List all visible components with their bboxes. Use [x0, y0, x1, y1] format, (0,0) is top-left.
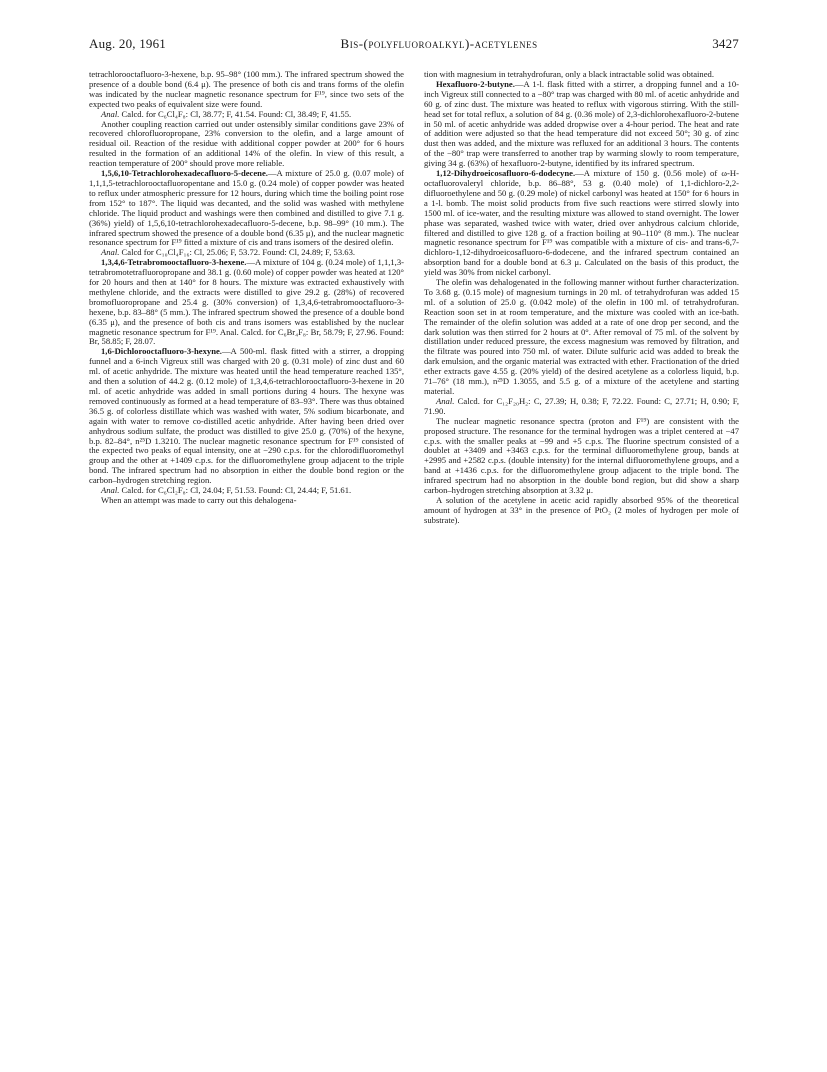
continued-paragraph [89, 70, 404, 110]
analysis-values: Calcd. for C₆Cl₂F₈: Cl, 24.04; F, 51.53. Found: Cl, 24.44; F, 51.61. [119, 485, 352, 496]
paragraph-text: The olefin was dehalogenated in the following manner without further characterization. To 3.68 g. (0.15 mole) of magnesium turnings in 20 ml. of tetrahydrofuran was added 15 ml. of a solution of 25.0 g. (0.042 mole) of the olefin in 100 ml. of tetrahydrofuran. Reaction soon set in at room temperature, and the mixture was cooled with an ice-bath. The remainder of the olefin solution was added at a rate of one drop per second, and the dark solution was then stirred for 2 hours at 0°. After removal of 75 ml. of the solvent by distillation under reduced pressure, the excess magnesium was removed by filtration, and the filtrate was poured into 750 ml. of water. Dilute sulfuric acid was added to break the dark emulsion, and the organic material was extracted with ether. Fractionation of the dried ether extracts gave 4.55 g. (20% yield) of the desired acetylene as a colorless liquid, b.p. 71–76° (18 mm.), n²⁵D 1.3055, and 5.5 g. of a mixture of the acetylene and starting material. [424, 277, 739, 396]
paragraph-text: —A mixture of 150 g. (0.56 mole) of ω-H-octafluorovaleryl chloride, b.p. 86–88°, 53 g. (0.40 mole) of 1,1-dichloro-2,2-difluoroethylene and 50 g. (0.29 mole) of nickel carbonyl was heated at 150° for 6 hours in a 1-l. bomb. The moist solid products from five such reactions were stirred slowly into 1500 ml. of ice-water, and the resulting mixture was allowed to stand overnight. The lower phase was separated, washed twice with water, dried over anhydrous calcium chloride, filtered and distilled to give 128 g. of a fraction boiling at 90–110° (8 mm.). The nuclear magnetic resonance spectrum for F¹⁹ was compatible with a mixture of cis- and trans-6,7-dichloro-1,12-dihydroeicosafluoro-6-dodecene, and the infrared spectrum contained an absorption band for a double bond at 6.3 μ. Calculated on the basis of this product, the yield was 30% from nickel carbonyl. [424, 168, 739, 278]
paragraph-text: —A mixture of 25.0 g. (0.07 mole) of 1,1,1,5-tetrachlorooctafluoropentane and 15.0 g. (0.24 mole) of copper powder was heated to reflux under atmospheric pressure for 12 hours, during which time the boiling point rose from 152° to 187°. The liquid was decanted, and the solid was washed with methylene chloride. The liquid product and washings were then combined and distilled to give 7.1 g. (36%) yield) of 1,5,6,10-tetrachlorohexadecafluoro-5-decene, b.p. 98–99° (10 mm.). The infrared spectrum showed the presence of a double bond (6.35 μ), and the nuclear magnetic resonance spectrum for F¹⁹ fitted a mixture of cis and trans isomers of the desired olefin. [89, 168, 404, 248]
paragraph-text: Another coupling reaction carried out under ostensibly similar conditions gave 23% of recovered chlorofluoropropane, 23% conversion to the olefin, and a large amount of residual oil. Reaction of the residue with additional copper powder at 200° for 6 hours resulted in the formation of an additional 14% of the olefin. In view of this result, a reaction temperature of 200° should prove more reliable. [89, 118, 404, 169]
compound-heading: 1,12-Dihydroeicosafluoro-6-dodecyne. [436, 168, 576, 179]
left-column [89, 70, 404, 526]
paragraph-text: —A 500-ml. flask fitted with a stirrer, a dropping funnel and a 6-inch Vigreux still was charged with 20 g. (0.31 mole) of zinc dust and 60 ml. of acetic anhydride. The mixture was heated until the head temperature reached 135°, and then a solution of 44.2 g. (0.12 mole) of 1,3,4,6-tetrachlorooctafluoro-3-hexene in 20 ml. of acetic anhydride was added in small portions during 4 hours. The hexyne was removed continuously as formed at a head temperature of 83–93°. There was thus obtained 36.5 g. of colorless distillate which was washed with water, 5% sodium bicarbonate, and again with water to remove co-distilled acetic anhydride. After having been dried over anhydrous sodium sulfate, the product was distilled to give 25.0 g. (70%) of the hexyne, b.p. 82–84°, n²⁵D 1.3210. The nuclear magnetic resonance spectrum for F¹⁹ consisted of the expected two peaks of equal intensity, one at −290 c.p.s. for the chlorodifluoromethyl group and the other at +1409 c.p.s. for the difluoromethylene group adjacent to the triple bond. The infrared spectrum had no absorption in either the double bond region or the carbon–hydrogen stretching region. [89, 346, 404, 486]
paragraph-text: When an attempt was made to carry out this dehalogena- [101, 494, 297, 505]
paragraph-text: A solution of the acetylene in acetic acid rapidly absorbed 95% of the theoretical amount of hydrogen at 33° in the presence of PtO₂ (2 moles of hydrogen per mole of substrate). [424, 494, 739, 525]
two-column-body [89, 70, 739, 526]
paragraph-text: —A 1-l. flask fitted with a stirrer, a dropping funnel and a 10-inch Vigreux still connected to a −80° trap was charged with 80 ml. of acetic anhydride and 60 g. of zinc dust. The mixture was heated to reflux with vigorous stirring. With the still-head set for total reflux, a solution of 84 g. (0.36 mole) of 2,3-dichlorohexafluoro-2-butene in 50 ml. of acetic anhydride was added dropwise over a 4-hour period. The heat and rate of addition were adjusted so that the head temperature did not exceed 50°; 30 g. of zinc dust then was added, and the mixture was refluxed for an additional 3 hours. The contents of the −80° trap were transferred to another trap by warming slowly to room temperature, giving 34 g. (63%) of hexafluoro-2-butyne, identified by its infrared spectrum. [424, 78, 739, 169]
body-paragraph [424, 496, 739, 526]
analysis-label: Anal. [101, 485, 120, 496]
paragraph-text: The nuclear magnetic resonance spectra (proton and F¹⁹) are consistent with the proposed structure. The resonance for the terminal hydrogen was a triplet centered at −47 c.p.s. with the smaller peaks at −99 and +5 c.p.s. The fluorine spectrum consisted of a doublet at +3409 and +3463 c.p.s. for the terminal difluoromethylene group, bands at +2995 and +2582 c.p.s. (double intensity) for the internal difluoromethylene groups, and a band at +1436 c.p.s. for the difluoromethylene group adjacent to the triple bond. The infrared spectrum had no absorption in the double bond region, but did show a sharp carbon–hydrogen stretching absorption at 3.32 μ. [424, 415, 739, 496]
body-paragraph [424, 169, 739, 278]
elemental-analysis [424, 397, 739, 417]
body-paragraph [89, 347, 404, 486]
analysis-values: Calcd. for C₁₂F₂₀H₂: C, 27.39; H, 0.38; F, 72.22. Found: C, 27.71; H, 0.90; F, 71.90. [424, 395, 739, 416]
running-header [89, 36, 739, 52]
body-paragraph [89, 120, 404, 170]
analysis-values: Calcd. for C₆Cl₄F₈: Cl, 38.77; F, 41.54. Found: Cl, 38.49; F, 41.55. [119, 108, 352, 119]
body-paragraph [89, 169, 404, 248]
compound-heading: Hexafluoro-2-butyne. [436, 78, 515, 89]
body-paragraph [89, 258, 404, 347]
paragraph-text: tetrachlorooctafluoro-3-hexene, b.p. 95–98° (100 mm.). The infrared spectrum showed the presence of a double bond (6.4 μ). The presence of both cis and trans forms of the olefin was indicated by the nuclear magnetic resonance spectrum for F¹⁹, since two sets of the expected two peaks of equivalent size were found. [89, 69, 404, 109]
journal-page [89, 36, 739, 526]
analysis-label: Anal. [101, 247, 120, 258]
header-title: Bis-(polyfluoroalkyl)-acetylenes [340, 36, 538, 51]
compound-heading: 1,3,4,6-Tetrabromooctafluoro-3-hexene. [101, 257, 247, 268]
body-paragraph [424, 80, 739, 169]
header-date: Aug. 20, 1961 [89, 36, 166, 51]
paragraph-text: —A mixture of 104 g. (0.24 mole) of 1,1,1,3-tetrabromotetrafluoropropane and 38.1 g. (0.60 mole) of copper powder was heated at 120° for 20 hours and then at 140° for 8 hours. The mixture was extracted exhaustively with methylene chloride, and the extracts were distilled to give 29.2 g. (28%) of recovered bromofluoropropane and 25.4 g. (30% conversion) of 1,3,4,6-tetrabromooctafluoro-3-hexene, b.p. 83–88° (5 mm.). The infrared spectrum showed the presence of a double bond (6.35 μ), and the presence of both cis and trans isomers was established by the nuclear magnetic resonance spectrum for F¹⁹. Anal. Calcd. for C₆Br₄F₈: Br, 58.79; F, 27.96. Found: Br, 58.85; F, 28.07. [89, 257, 404, 347]
body-paragraph [424, 417, 739, 496]
body-paragraph [89, 496, 404, 506]
paragraph-text: tion with magnesium in tetrahydrofuran, only a black intractable solid was obtained. [424, 69, 714, 79]
analysis-label: Anal. [101, 108, 120, 119]
analysis-values: Calcd for C₁₀Cl₄F₁₆: Cl, 25.06; F, 53.72. Found: Cl, 24.89; F, 53.63. [119, 247, 356, 258]
compound-heading: 1,6-Dichlorooctafluoro-3-hexyne. [101, 346, 222, 357]
compound-heading: 1,5,6,10-Tetrachlorohexadecafluoro-5-decene. [101, 168, 268, 179]
analysis-label: Anal. [436, 395, 455, 406]
body-paragraph [424, 278, 739, 397]
header-page-number: 3427 [712, 36, 739, 51]
right-column [424, 70, 739, 526]
